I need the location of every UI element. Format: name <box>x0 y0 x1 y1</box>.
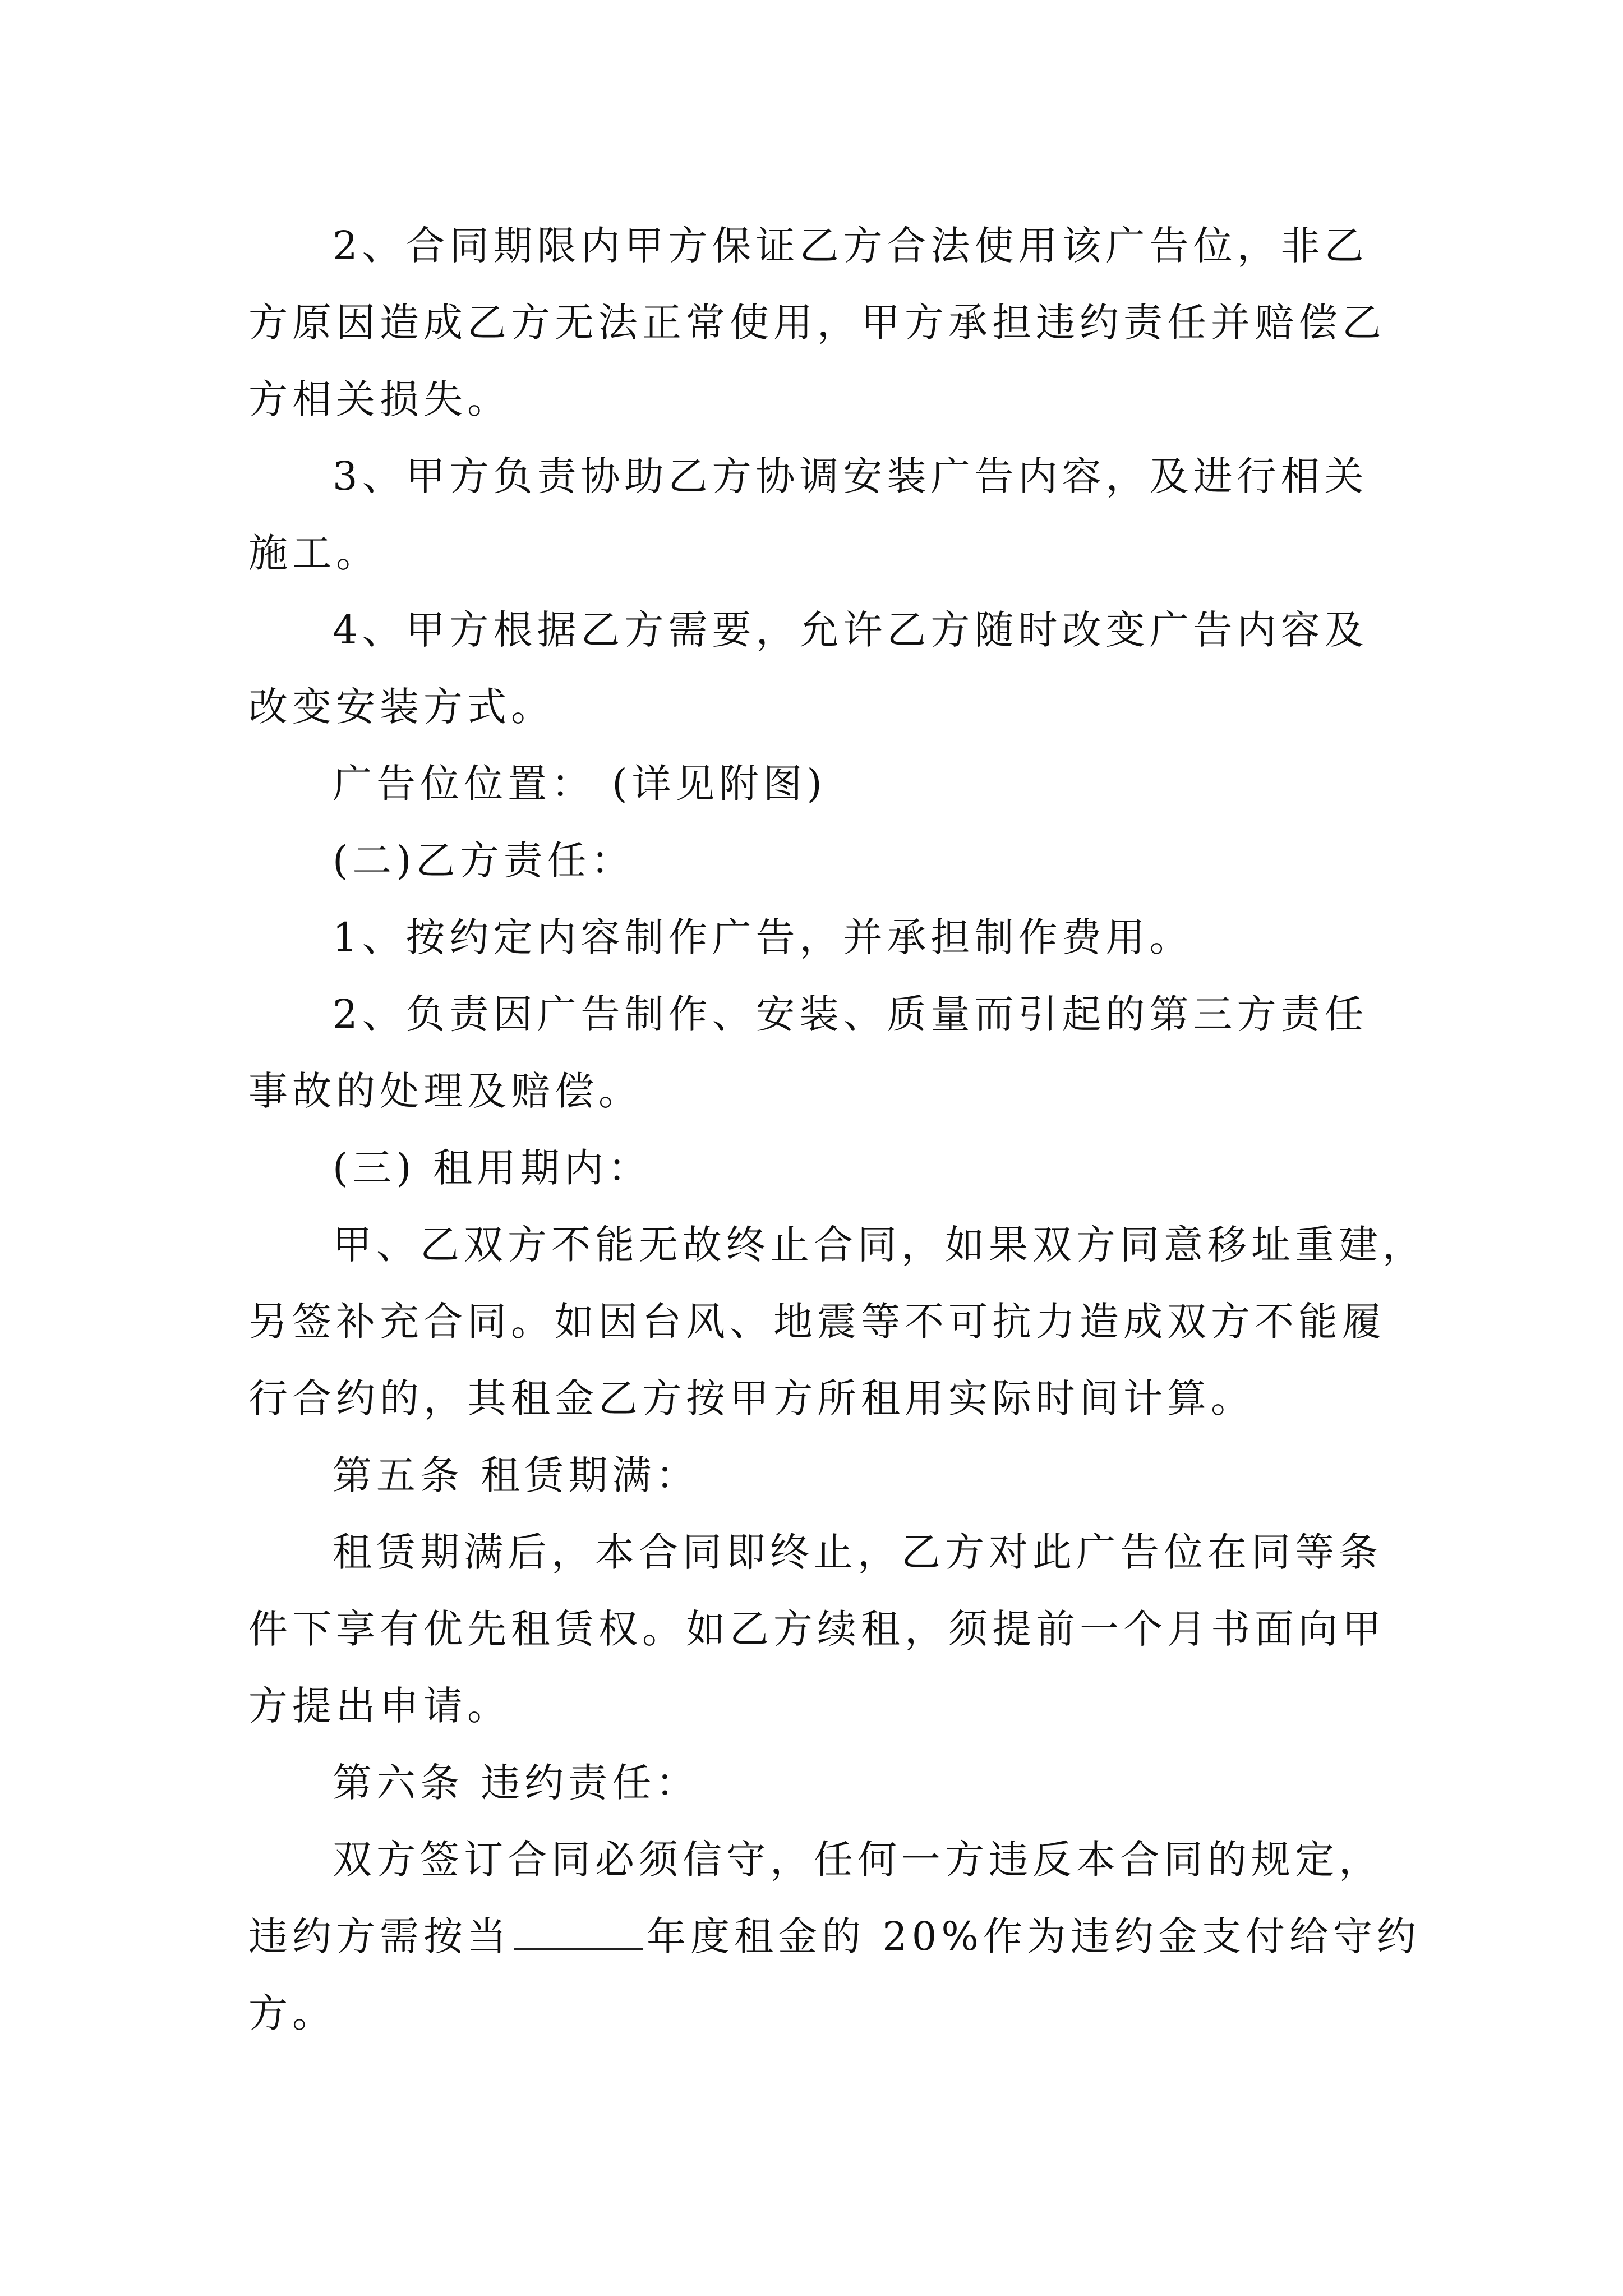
paragraph-line: 事故的处理及赔偿。 <box>248 1068 642 1114</box>
paragraph-line: 改变安装方式。 <box>248 684 555 730</box>
paragraph-line: 2、负责因广告制作、安装、质量而引起的第三方责任 <box>333 991 1368 1037</box>
paragraph-line: 甲、乙双方不能无故终止合同，如果双方同意移址重建， <box>333 1222 1426 1268</box>
fill-in-blank <box>514 1915 643 1950</box>
line-prefix: 违约方需按当 <box>248 1913 511 1959</box>
paragraph-line: 方相关损失。 <box>248 376 511 422</box>
paragraph-line: 方。 <box>248 1990 336 2036</box>
paragraph-line: 双方签订合同必须信守，任何一方违反本合同的规定， <box>333 1837 1382 1883</box>
paragraph-line: 另签补充合同。如因台风、地震等不可抗力造成双方不能履 <box>248 1299 1386 1345</box>
paragraph-line: 广告位位置： (详见附图) <box>333 761 827 807</box>
article-heading: 第五条 租赁期满： <box>333 1452 700 1498</box>
paragraph-line: 方提出申请。 <box>248 1683 511 1729</box>
paragraph-line: 行合约的，其租金乙方按甲方所租用实际时间计算。 <box>248 1375 1255 1421</box>
section-heading: (三) 租用期内： <box>333 1145 652 1191</box>
paragraph-line: 1、按约定内容制作广告，并承担制作费用。 <box>333 914 1193 960</box>
paragraph-line: 4、甲方根据乙方需要，允许乙方随时改变广告内容及 <box>333 607 1368 653</box>
article-heading: 第六条 违约责任： <box>333 1760 700 1806</box>
section-heading: (二)乙方责任： <box>333 838 635 884</box>
line-suffix: 年度租金的 20%作为违约金支付给守约 <box>647 1913 1421 1959</box>
paragraph-line: 件下享有优先租赁权。如乙方续租，须提前一个月书面向甲 <box>248 1606 1386 1652</box>
paragraph-line: 方原因造成乙方无法正常使用，甲方承担违约责任并赔偿乙 <box>248 300 1386 346</box>
contract-text <box>248 208 1426 2052</box>
paragraph-line: 租赁期满后，本合同即终止，乙方对此广告位在同等条 <box>333 1529 1382 1575</box>
paragraph-line: 3、甲方负责协助乙方协调安装广告内容，及进行相关 <box>333 453 1368 499</box>
paragraph-line: 施工。 <box>248 530 380 576</box>
paragraph-line-with-blank <box>248 1898 1421 1975</box>
paragraph-line: 2、合同期限内甲方保证乙方合法使用该广告位，非乙 <box>333 223 1368 269</box>
